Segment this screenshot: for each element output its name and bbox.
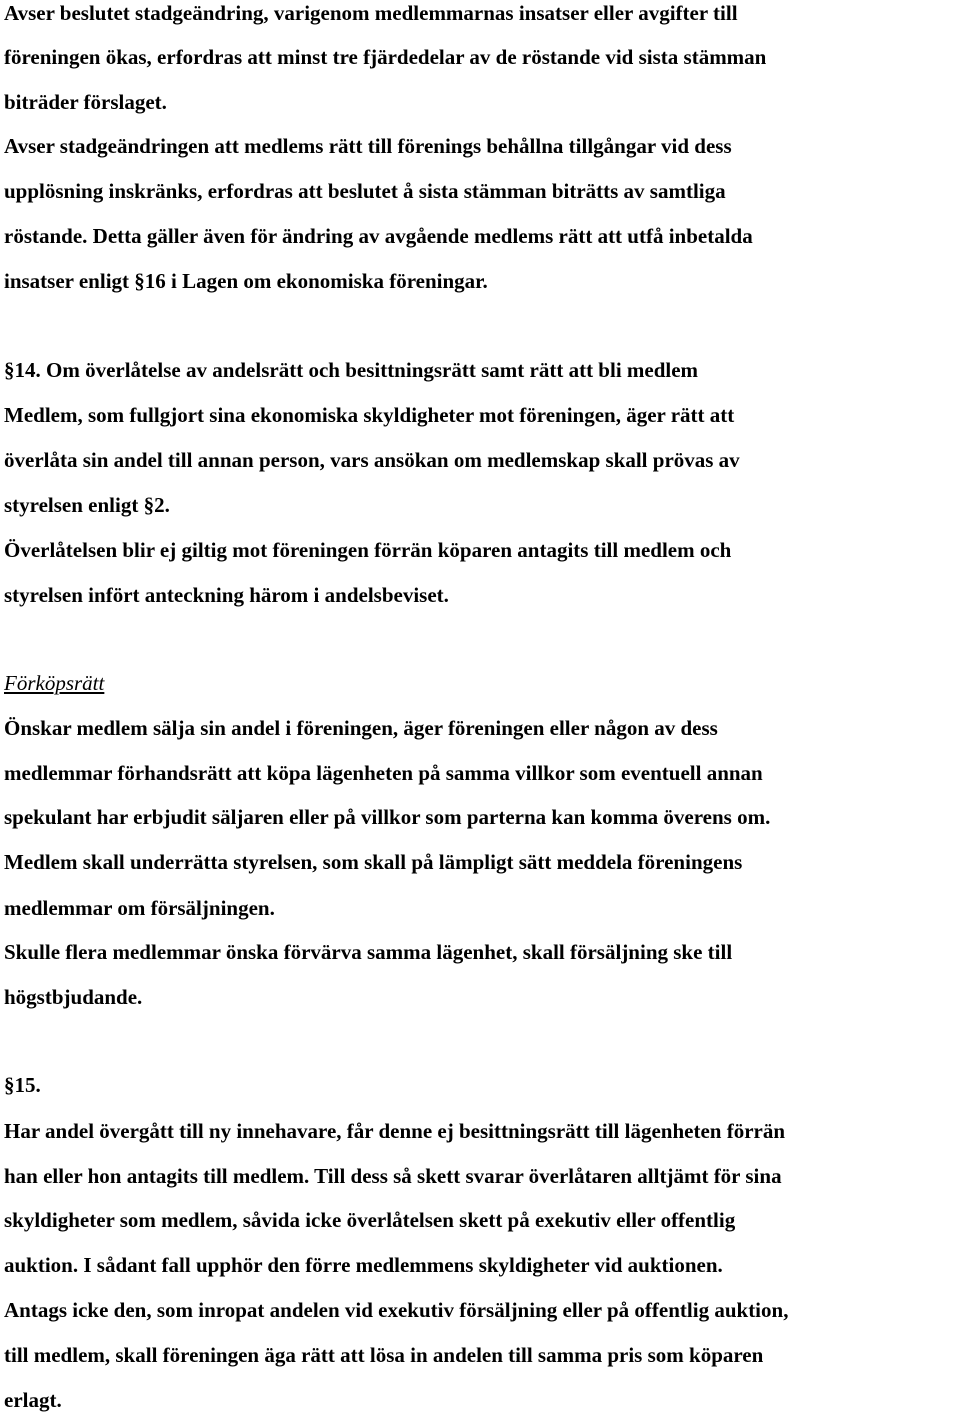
text-line: Avser beslutet stadgeändring, varigenom medlemmarnas insatser eller avgifter till (4, 1, 738, 25)
subheading-forkopsratt: Förköpsrätt (4, 671, 105, 695)
text-line: till medlem, skall föreningen äga rätt att lösa in andelen till samma pris som köparen (4, 1343, 764, 1367)
text-line: röstande. Detta gäller även för ändring av avgående medlems rätt att utfå inbetalda (4, 224, 753, 248)
text-line: Har andel övergått till ny innehavare, får denne ej besittningsrätt till lägenheten förrän (4, 1119, 786, 1143)
text-line: Skulle flera medlemmar önska förvärva samma lägenhet, skall försäljning ske till (4, 940, 733, 964)
text-line: medlemmar förhandsrätt att köpa lägenheten på samma villkor som eventuell annan (4, 761, 763, 785)
section-heading-14: §14. Om överlåtelse av andelsrätt och besittningsrätt samt rätt att bli medlem (4, 358, 699, 382)
text-line: biträder förslaget. (4, 90, 167, 114)
section-heading-15: §15. (4, 1073, 41, 1097)
text-line: överlåta sin andel till annan person, vars ansökan om medlemskap skall prövas av (4, 448, 740, 472)
text-line: Antags icke den, som inropat andelen vid exekutiv försäljning eller på offentlig auktion, (4, 1298, 789, 1322)
text-line: skyldigheter som medlem, såvida icke överlåtelsen skett på exekutiv eller offentlig (4, 1208, 736, 1232)
text-line: upplösning inskränks, erfordras att beslutet å sista stämman biträtts av samtliga (4, 179, 726, 203)
text-line: erlagt. (4, 1388, 62, 1412)
text-line: Avser stadgeändringen att medlems rätt till förenings behållna tillgångar vid dess (4, 134, 732, 158)
text-line: högstbjudande. (4, 985, 143, 1009)
text-line: styrelsen enligt §2. (4, 493, 170, 517)
text-line: Överlåtelsen blir ej giltig mot föreningen förrän köparen antagits till medlem och (4, 538, 732, 562)
text-line: Medlem skall underrätta styrelsen, som skall på lämpligt sätt meddela föreningens (4, 850, 743, 874)
text-line: styrelsen infört anteckning härom i andelsbeviset. (4, 583, 449, 607)
text-line: Medlem, som fullgjort sina ekonomiska skyldigheter mot föreningen, äger rätt att (4, 403, 735, 427)
text-line: insatser enligt §16 i Lagen om ekonomiska föreningar. (4, 269, 488, 293)
text-line: spekulant har erbjudit säljaren eller på villkor som parterna kan komma överens om. (4, 805, 771, 829)
text-line: medlemmar om försäljningen. (4, 896, 275, 920)
text-line: han eller hon antagits till medlem. Till dess så skett svarar överlåtaren alltjämt för sina (4, 1164, 782, 1188)
text-line: föreningen ökas, erfordras att minst tre fjärdedelar av de röstande vid sista stämman (4, 45, 767, 69)
text-line: Önskar medlem sälja sin andel i föreningen, äger föreningen eller någon av dess (4, 716, 718, 740)
text-line: auktion. I sådant fall upphör den förre medlemmens skyldigheter vid auktionen. (4, 1253, 723, 1277)
